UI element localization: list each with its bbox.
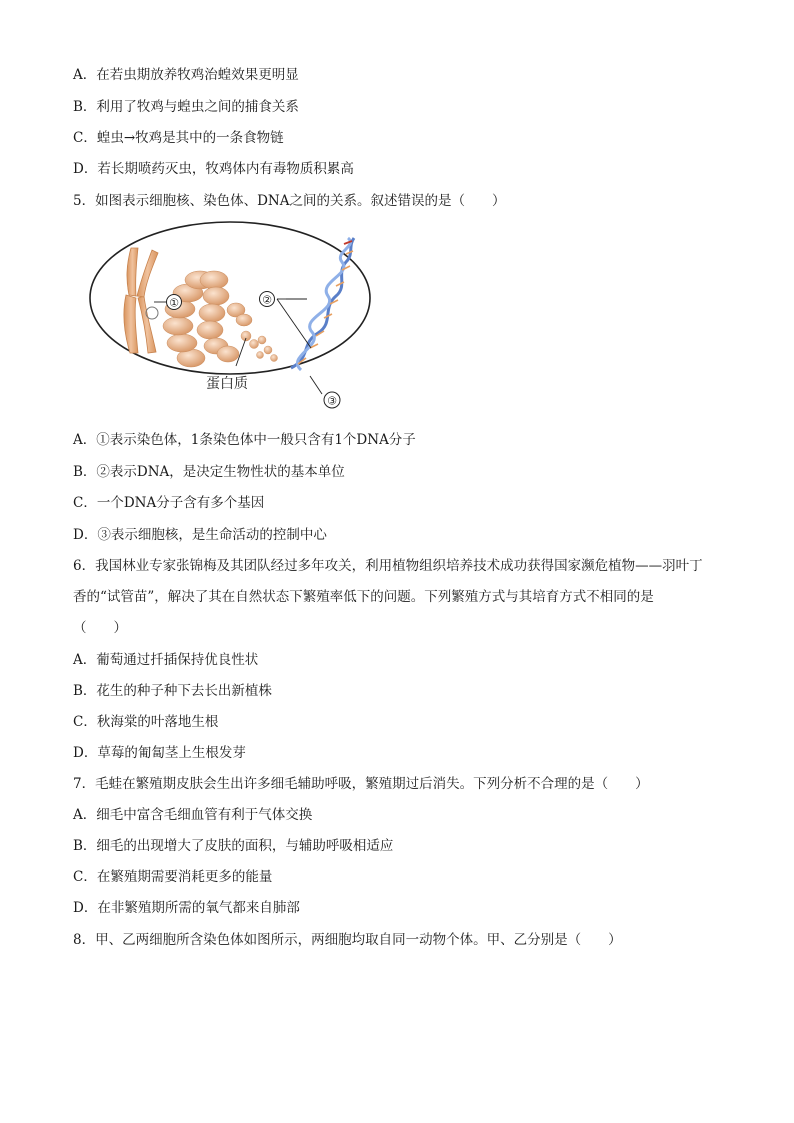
q6-stem-line-3: （ ） [73, 620, 127, 636]
q4-option-c: C．蝗虫→牧鸡是其中的一条食物链 [73, 130, 284, 146]
q7-stem: 7．毛蛙在繁殖期皮肤会生出许多细毛辅助呼吸，繁殖期过后消失。下列分析不合理的是（ ） [73, 776, 649, 792]
dna-helix [291, 238, 354, 370]
q5-option-c: C．一个DNA分子含有多个基因 [73, 495, 265, 511]
label-3-marker [324, 392, 340, 408]
q6-stem-line-1: 6．我国林业专家张锦梅及其团队经过多年攻关，利用植物组织培养技术成功获得国家濒危植物——羽叶丁 [73, 558, 703, 574]
label-2-marker [260, 292, 275, 307]
label-2: ② [262, 293, 272, 307]
label-1-marker [167, 295, 182, 310]
q5-option-a: A．①表示染色体，1条染色体中一般只含有1个DNA分子 [73, 432, 416, 448]
protein-label: 蛋白质 [206, 376, 248, 392]
q4-option-b: B．利用了牧鸡与蝗虫之间的捕食关系 [73, 99, 299, 115]
q4-option-a: A．在若虫期放养牧鸡治蝗效果更明显 [73, 67, 299, 83]
chromatin-coil [163, 271, 252, 367]
q7-option-b: B．细毛的出现增大了皮肤的面积，与辅助呼吸相适应 [73, 838, 394, 854]
q4-option-d: D．若长期喷药灭虫，牧鸡体内有毒物质积累高 [73, 161, 354, 177]
q5-option-b: B．②表示DNA，是决定生物性状的基本单位 [73, 464, 345, 480]
q5-stem: 5．如图表示细胞核、染色体、DNA之间的关系。叙述错误的是（ ） [73, 193, 506, 209]
label-1: ① [169, 296, 179, 310]
q7-option-c: C．在繁殖期需要消耗更多的能量 [73, 869, 273, 885]
label-3: ③ [327, 394, 337, 408]
q5-option-d: D．③表示细胞核，是生命活动的控制中心 [73, 527, 327, 543]
chromosome-shape [124, 248, 158, 353]
q6-option-a: A．葡萄通过扦插保持优良性状 [73, 652, 259, 668]
q6-option-b: B．花生的种子种下去长出新植株 [73, 683, 272, 699]
q7-option-d: D．在非繁殖期所需的氧气都来自肺部 [73, 900, 300, 916]
q6-stem-line-2: 香的“试管苗”，解决了其在自然状态下繁殖率低下的问题。下列繁殖方式与其培育方式不相同的是 [73, 589, 654, 605]
q7-option-a: A．细毛中富含毛细血管有利于气体交换 [73, 807, 313, 823]
q6-option-c: C．秋海棠的叶落地生根 [73, 714, 219, 730]
nucleosome-beads [241, 331, 278, 362]
q6-option-d: D．草莓的匍匐茎上生根发芽 [73, 745, 246, 761]
nucleus-chromosome-dna-figure [86, 218, 376, 414]
q8-stem: 8．甲、乙两细胞所含染色体如图所示，两细胞均取自同一动物个体。甲、乙分别是（ ） [73, 932, 622, 948]
